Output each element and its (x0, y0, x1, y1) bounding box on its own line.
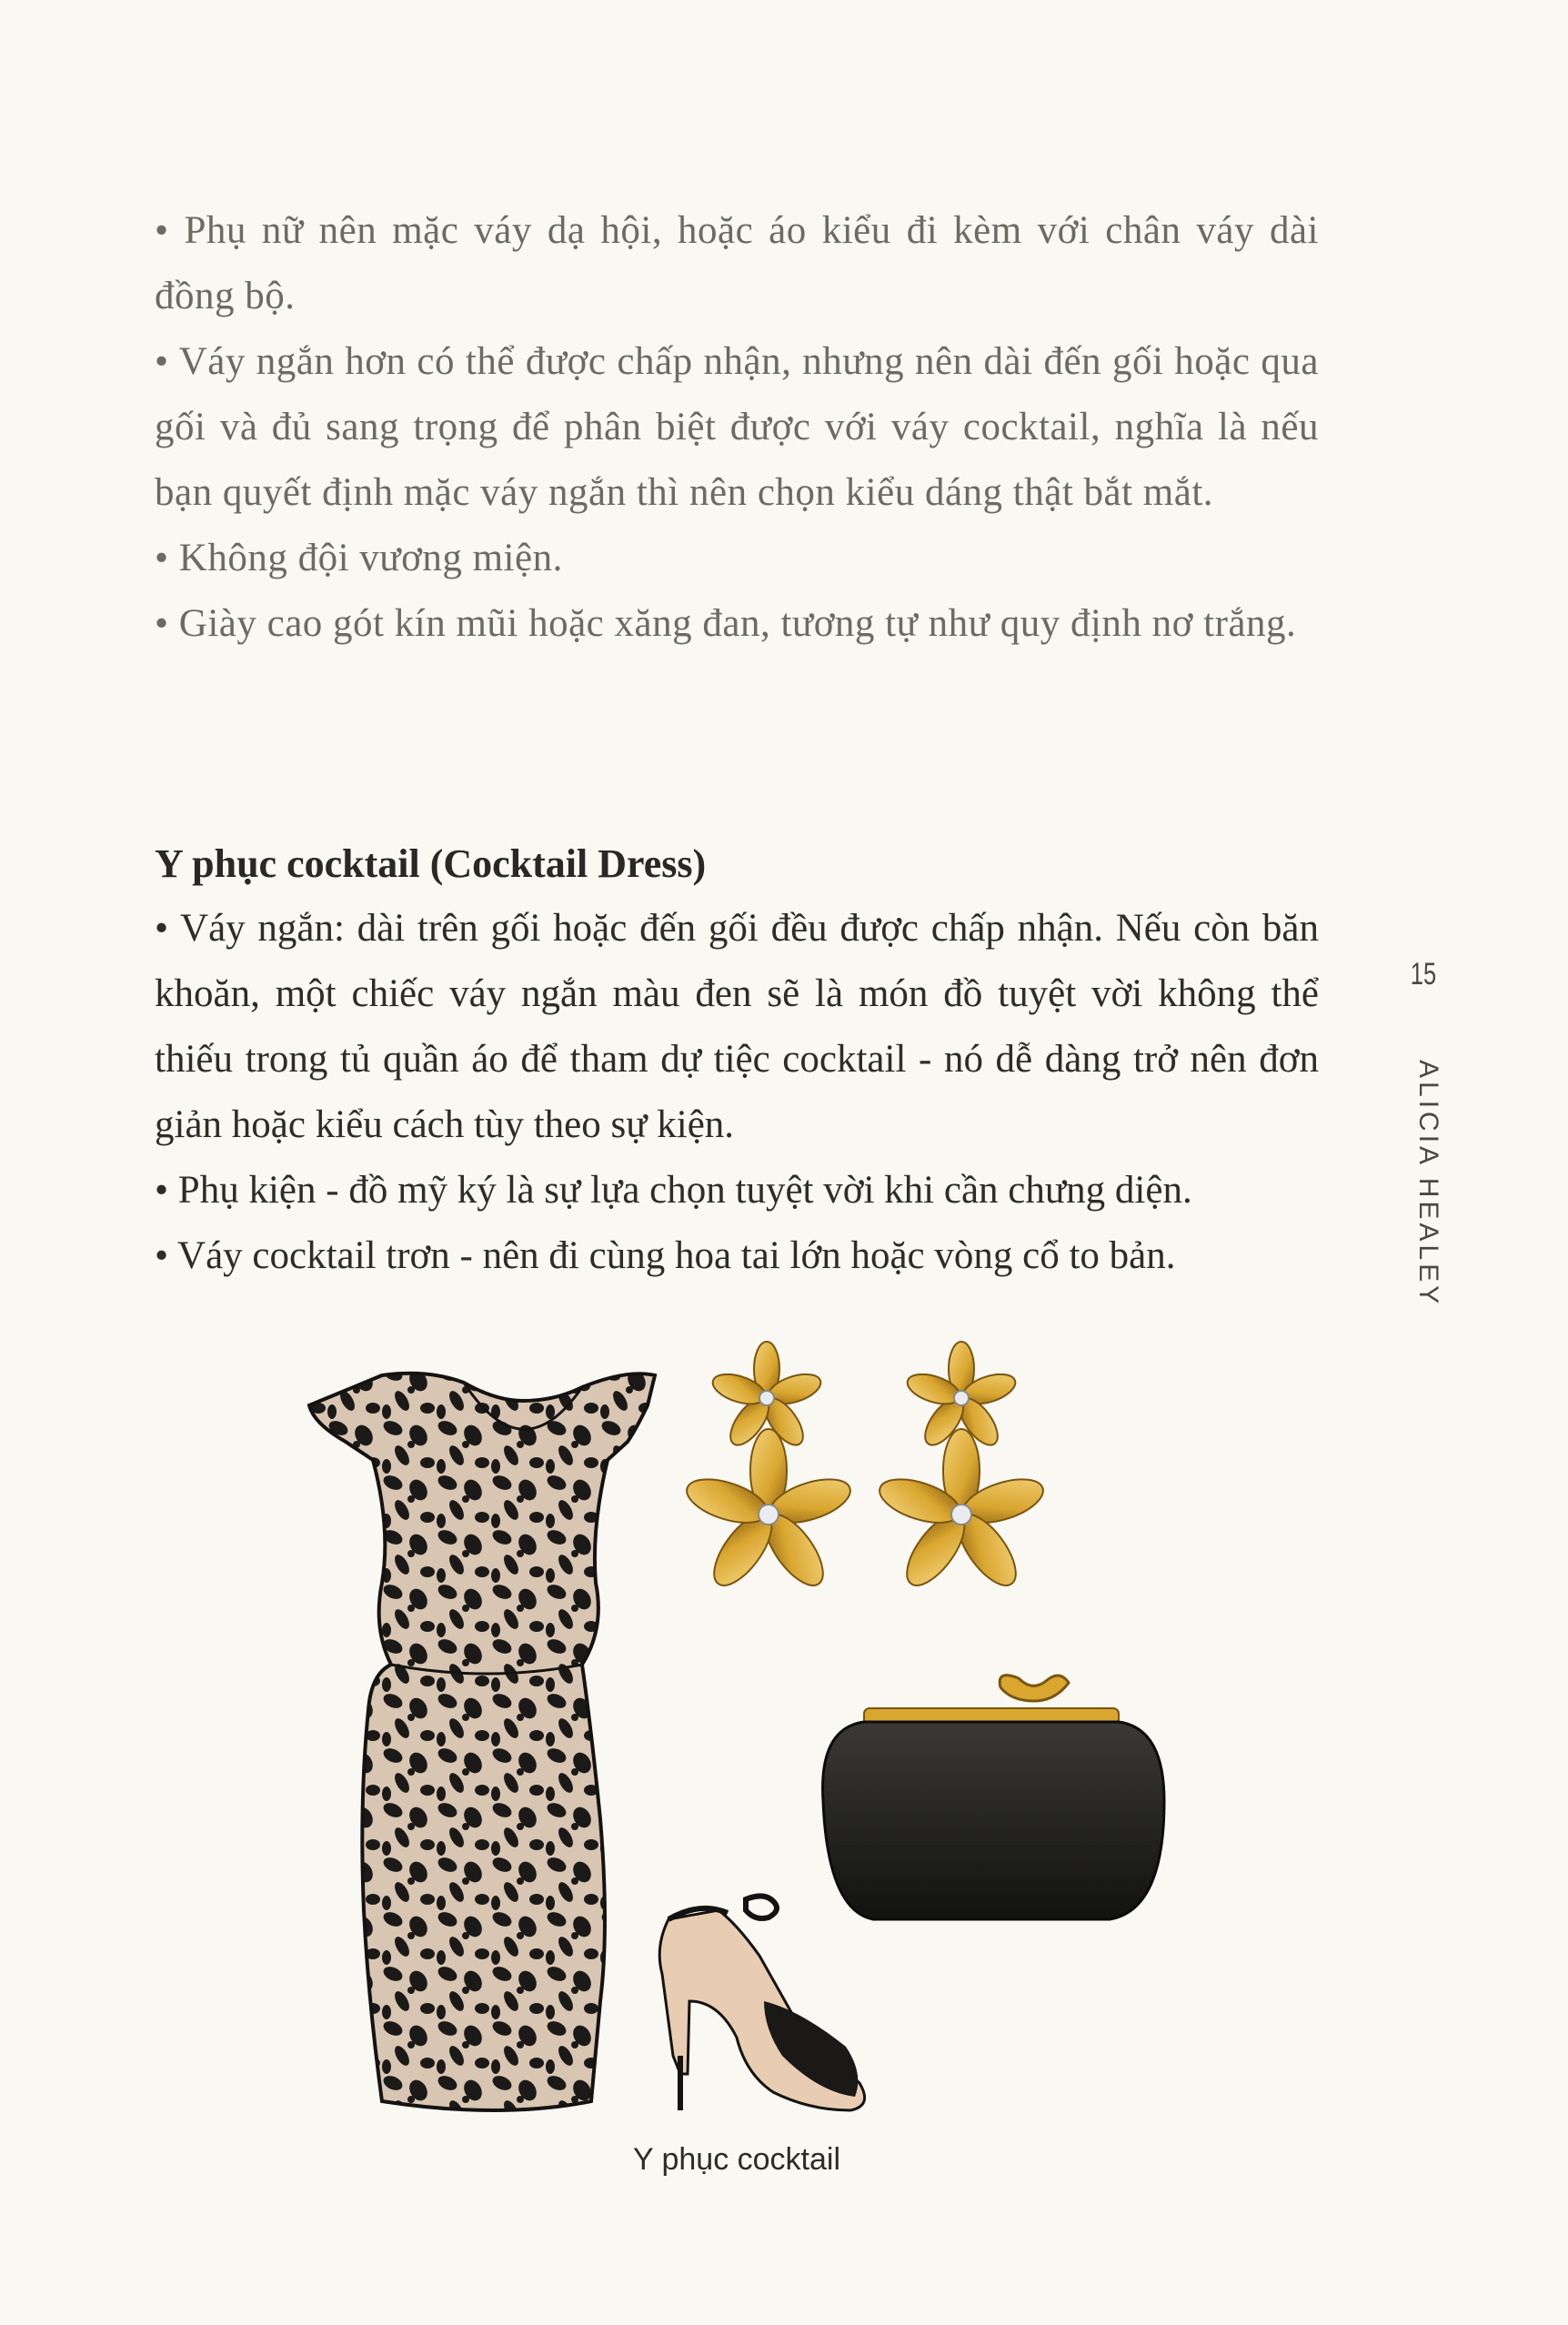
dress-illustration (309, 1374, 655, 2110)
paragraph: • Váy cocktail trơn - nên đi cùng hoa tai lớn hoặc vòng cổ to bản. (155, 1234, 1176, 1277)
paragraph: • Phụ kiện - đồ mỹ ký là sự lựa chọn tuyệt vời khi cần chưng diện. (155, 1169, 1192, 1212)
paragraph: • Giày cao gót kín mũi hoặc xăng đan, tương tự như quy định nơ trắng. (155, 602, 1297, 645)
sandal-illustration (659, 1896, 864, 2110)
paragraph: • Phụ nữ nên mặc váy dạ hội, hoặc áo kiểu đi kèm với chân váy dài đồng bộ. (155, 209, 1319, 317)
page-number: 15 (1410, 957, 1437, 991)
paragraph: • Váy ngắn: dài trên gối hoặc đến gối đều được chấp nhận. Nếu còn băn khoăn, một chiếc váy ngắn màu đen sẽ là món đồ tuyệt vời không thể thiếu trong tủ quần áo để tham dự tiệc cocktail - nó dễ dàng trở nên đơn giản hoặc kiểu cách tùy theo sự kiện. (155, 907, 1319, 1146)
paragraph: • Không đội vương miện. (155, 537, 563, 579)
paragraph: • Váy ngắn hơn có thể được chấp nhận, nhưng nên dài đến gối hoặc qua gối và đủ sang trọng để phân biệt được với váy cocktail, nghĩa là nếu bạn quyết định mặc váy ngắn thì nên chọn kiểu dáng thật bắt mắt. (155, 340, 1319, 514)
section-heading: Y phục cocktail (Cocktail Dress) (155, 841, 707, 886)
earrings-illustration (681, 1342, 1048, 1595)
illustration-caption: Y phục cocktail (632, 2142, 841, 2177)
running-author: ALICIA HEALEY (1413, 1060, 1443, 1308)
clutch-illustration (823, 1676, 1164, 1919)
